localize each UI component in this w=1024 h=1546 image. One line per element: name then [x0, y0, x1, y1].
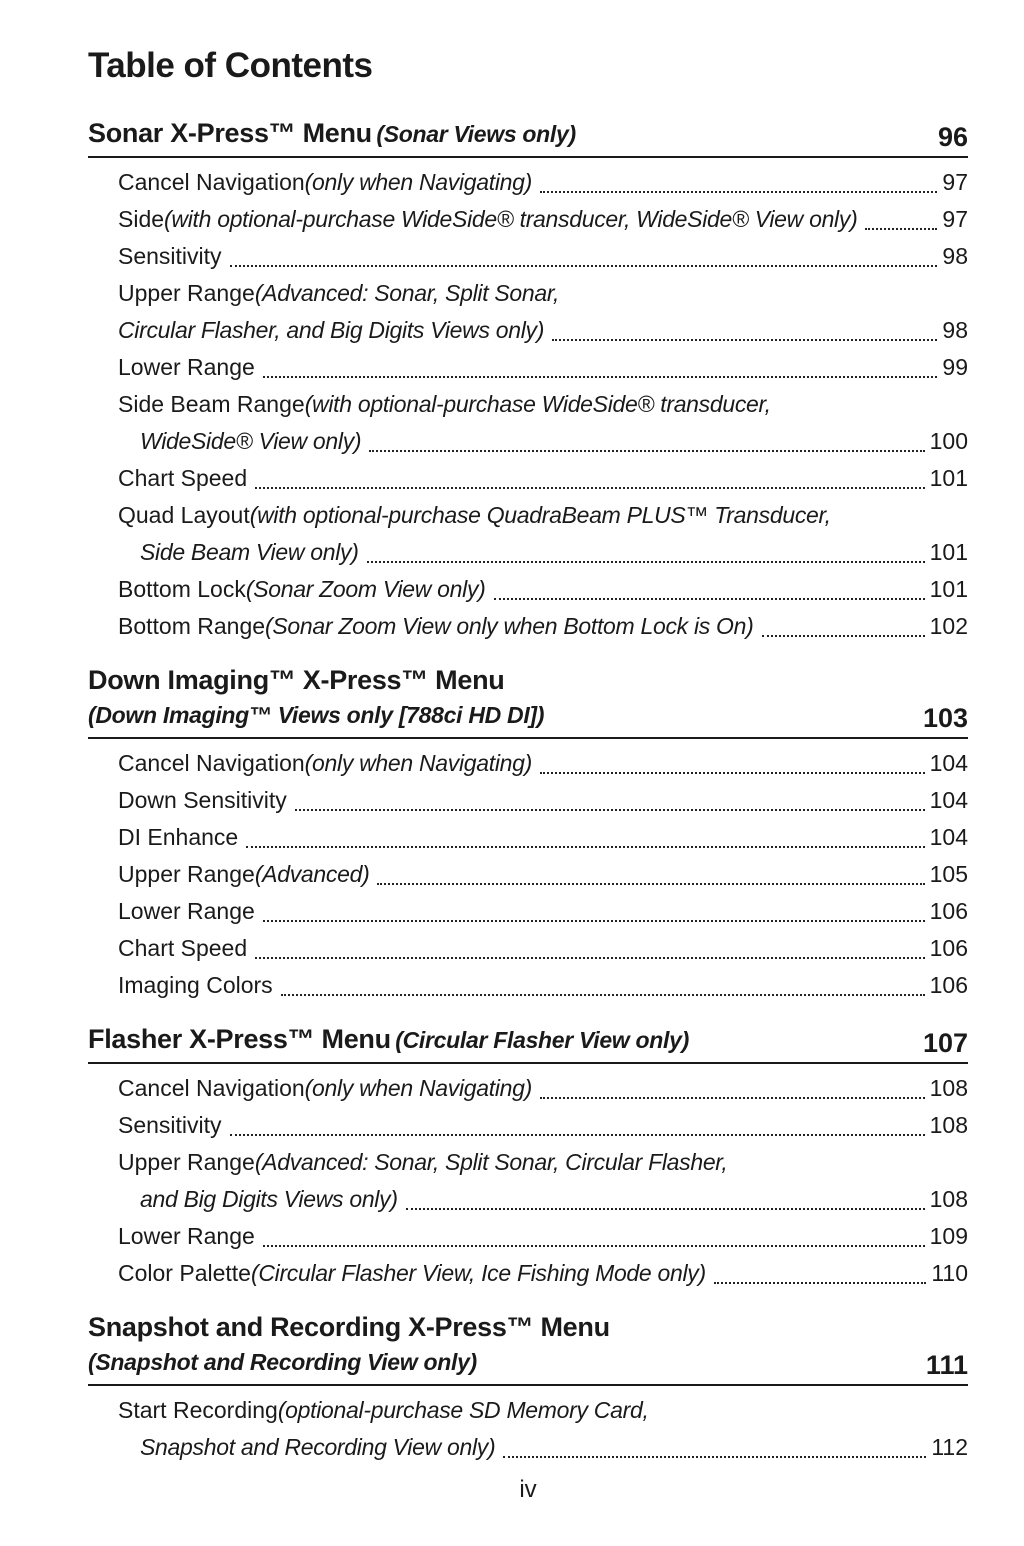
entry-label: Bottom Range — [118, 613, 266, 639]
entry-note: (only when Navigating) — [304, 169, 533, 195]
toc-entry — [118, 608, 968, 645]
leader-dots — [230, 1134, 925, 1136]
entry-note: Snapshot and Recording View only) — [140, 1434, 496, 1460]
toc-entry — [118, 275, 968, 349]
toc-section-header — [88, 1024, 968, 1064]
toc-entry-continuation-line — [118, 312, 968, 349]
entry-note: (Advanced) — [254, 861, 370, 887]
entry-label: Upper Range — [118, 280, 255, 306]
toc-entry — [118, 1255, 968, 1292]
entry-label: Quad Layout — [118, 502, 250, 528]
leader-dots — [865, 228, 937, 230]
entry-page-number: 97 — [942, 169, 968, 195]
entry-label: Sensitivity — [118, 1112, 222, 1138]
entry-page-number: 97 — [942, 206, 968, 232]
section-title: Snapshot and Recording X-Press™ Menu — [88, 1312, 610, 1342]
toc-entry-continuation-line — [140, 1429, 968, 1466]
entry-label: Imaging Colors — [118, 972, 273, 998]
entry-page-number: 106 — [929, 935, 968, 961]
entry-label: DI Enhance — [118, 824, 239, 850]
toc-entry — [118, 201, 968, 238]
leader-dots — [367, 561, 925, 563]
toc-entry — [118, 571, 968, 608]
section-note: (Snapshot and Recording View only) — [88, 1349, 477, 1375]
entry-label: Start Recording — [118, 1397, 278, 1423]
entry-page-number: 101 — [929, 465, 968, 491]
entry-page-number: 108 — [929, 1186, 968, 1212]
section-title: Down Imaging™ X-Press™ Menu — [88, 665, 505, 695]
toc-entry-line — [118, 201, 968, 238]
leader-dots — [255, 487, 924, 489]
toc-entry-line — [118, 497, 968, 534]
entry-note: (Sonar Zoom View only) — [245, 576, 486, 602]
section-header-line — [88, 665, 544, 700]
toc-entry — [118, 164, 968, 201]
entry-label: Bottom Lock — [118, 576, 246, 602]
leader-dots — [281, 994, 925, 996]
entry-page-number: 112 — [931, 1434, 968, 1460]
entry-note: (with optional-purchase WideSide® transducer, WideSide® View only) — [164, 206, 858, 232]
entry-note: (optional-purchase SD Memory Card, — [277, 1397, 649, 1423]
entry-label: Chart Speed — [118, 465, 248, 491]
section-page-number: 103 — [922, 703, 968, 733]
entry-note: (Sonar Zoom View only when Bottom Lock is On) — [265, 613, 754, 639]
entry-label: Side — [118, 206, 165, 232]
toc-entry — [118, 967, 968, 1004]
page-title: Table of Contents — [88, 46, 373, 85]
toc-section — [88, 1312, 968, 1466]
toc-entry — [118, 893, 968, 930]
leader-dots — [230, 265, 938, 267]
entry-page-number: 106 — [929, 972, 968, 998]
entry-note: Side Beam View only) — [140, 539, 359, 565]
section-header-text — [88, 1312, 610, 1381]
entry-label: Lower Range — [118, 1223, 255, 1249]
entry-page-number: 110 — [931, 1260, 968, 1286]
toc-entry-line — [118, 349, 968, 386]
entry-page-number: 108 — [929, 1075, 968, 1101]
section-note: (Down Imaging™ Views only [788ci HD DI]) — [88, 702, 545, 728]
section-header-text — [88, 665, 544, 734]
entry-label: Cancel Navigation — [118, 750, 305, 776]
leader-dots — [540, 1097, 925, 1099]
entry-note: and Big Digits Views only) — [140, 1186, 398, 1212]
entry-label: Lower Range — [118, 354, 255, 380]
entry-label: Chart Speed — [118, 935, 248, 961]
toc-entry — [118, 238, 968, 275]
toc-list — [88, 98, 968, 1466]
toc-entry-line — [118, 1144, 968, 1181]
toc-section — [88, 1024, 968, 1292]
leader-dots — [503, 1456, 926, 1458]
toc-section — [88, 665, 968, 1004]
section-header-text — [88, 1024, 689, 1059]
entry-note: (with optional-purchase QuadraBeam PLUS™ Transducer, — [249, 502, 831, 528]
leader-dots — [762, 635, 925, 637]
toc-entry-line — [118, 856, 968, 893]
section-page-number: 96 — [937, 122, 968, 152]
toc-entry — [118, 497, 968, 571]
toc-section-header — [88, 118, 968, 158]
toc-entry-continuation-line — [140, 423, 968, 460]
toc-entry-line — [118, 1070, 968, 1107]
toc-entry-line — [118, 1392, 968, 1429]
entry-label: Color Palette — [118, 1260, 251, 1286]
leader-dots — [714, 1282, 926, 1284]
toc-section — [88, 118, 968, 645]
entry-page-number: 106 — [929, 898, 968, 924]
section-page-number: 107 — [922, 1028, 968, 1058]
toc-entry — [118, 386, 968, 460]
entry-page-number: 104 — [929, 750, 968, 776]
toc-entry — [118, 1218, 968, 1255]
leader-dots — [246, 846, 924, 848]
section-header-line — [88, 1347, 610, 1381]
toc-entry — [118, 819, 968, 856]
toc-entry — [118, 930, 968, 967]
entry-page-number: 108 — [929, 1112, 968, 1138]
entry-label: Side Beam Range — [118, 391, 305, 417]
toc-entry — [118, 1070, 968, 1107]
entry-note: Circular Flasher, and Big Digits Views only) — [118, 317, 545, 343]
entry-page-number: 102 — [929, 613, 968, 639]
toc-entry-continuation-line — [140, 1181, 968, 1218]
leader-dots — [263, 1245, 925, 1247]
leader-dots — [494, 598, 925, 600]
leader-dots — [263, 920, 925, 922]
toc-entry-line — [118, 571, 968, 608]
toc-entry — [118, 1107, 968, 1144]
entry-page-number: 104 — [929, 824, 968, 850]
toc-entry — [118, 460, 968, 497]
entry-note: WideSide® View only) — [140, 428, 362, 454]
leader-dots — [255, 957, 924, 959]
section-header-line — [88, 700, 544, 734]
entry-page-number: 105 — [929, 861, 968, 887]
toc-entry-line — [118, 893, 968, 930]
toc-entry — [118, 1392, 968, 1466]
entry-label: Down Sensitivity — [118, 787, 287, 813]
entry-label: Sensitivity — [118, 243, 222, 269]
leader-dots — [406, 1208, 925, 1210]
entry-label: Cancel Navigation — [118, 169, 305, 195]
toc-section-header — [88, 1312, 968, 1386]
toc-entry-line — [118, 608, 968, 645]
toc-entry-line — [118, 275, 968, 312]
section-header-line — [88, 118, 576, 153]
toc-entry — [118, 745, 968, 782]
toc-entry-line — [118, 164, 968, 201]
section-title: Flasher X-Press™ Menu — [88, 1024, 391, 1054]
leader-dots — [552, 339, 937, 341]
entry-note: (only when Navigating) — [304, 750, 533, 776]
leader-dots — [377, 883, 924, 885]
entry-page-number: 98 — [942, 243, 968, 269]
section-note: (Sonar Views only) — [376, 121, 576, 147]
toc-entry-line — [118, 238, 968, 275]
entry-note: (only when Navigating) — [304, 1075, 533, 1101]
entry-page-number: 99 — [942, 354, 968, 380]
entry-page-number: 100 — [929, 428, 968, 454]
page-number-footer: iv — [519, 1476, 537, 1503]
entry-note: (Advanced: Sonar, Split Sonar, Circular Flasher, — [254, 1149, 728, 1175]
toc-entry-line — [118, 1255, 968, 1292]
entry-page-number: 109 — [929, 1223, 968, 1249]
section-title: Sonar X-Press™ Menu — [88, 118, 372, 148]
toc-entry-line — [118, 1218, 968, 1255]
toc-entry-line — [118, 967, 968, 1004]
entry-note: (with optional-purchase WideSide® transducer, — [304, 391, 771, 417]
toc-entry — [118, 349, 968, 386]
toc-entry-line — [118, 460, 968, 497]
entry-page-number: 101 — [929, 576, 968, 602]
toc-entry-line — [118, 745, 968, 782]
toc-entry-line — [118, 782, 968, 819]
toc-section-header — [88, 665, 968, 739]
entry-page-number: 98 — [942, 317, 968, 343]
leader-dots — [369, 450, 924, 452]
entry-page-number: 101 — [929, 539, 968, 565]
toc-entry-continuation-line — [140, 534, 968, 571]
toc-entry — [118, 1144, 968, 1218]
section-header-text — [88, 118, 576, 153]
entry-label: Lower Range — [118, 898, 255, 924]
toc-entry-line — [118, 930, 968, 967]
entry-note: (Circular Flasher View, Ice Fishing Mode only) — [250, 1260, 706, 1286]
entry-note: (Advanced: Sonar, Split Sonar, — [254, 280, 560, 306]
leader-dots — [263, 376, 938, 378]
toc-entry-line — [118, 819, 968, 856]
section-note: (Circular Flasher View only) — [395, 1027, 689, 1053]
toc-entry-line — [118, 1107, 968, 1144]
toc-entry — [118, 856, 968, 893]
entry-label: Upper Range — [118, 861, 255, 887]
toc-entry-line — [118, 386, 968, 423]
leader-dots — [540, 191, 937, 193]
entry-label: Cancel Navigation — [118, 1075, 305, 1101]
section-header-line — [88, 1024, 689, 1059]
entry-page-number: 104 — [929, 787, 968, 813]
leader-dots — [295, 809, 925, 811]
entry-label: Upper Range — [118, 1149, 255, 1175]
leader-dots — [540, 772, 925, 774]
toc-entry — [118, 782, 968, 819]
section-header-line — [88, 1312, 610, 1347]
section-page-number: 111 — [925, 1350, 968, 1380]
